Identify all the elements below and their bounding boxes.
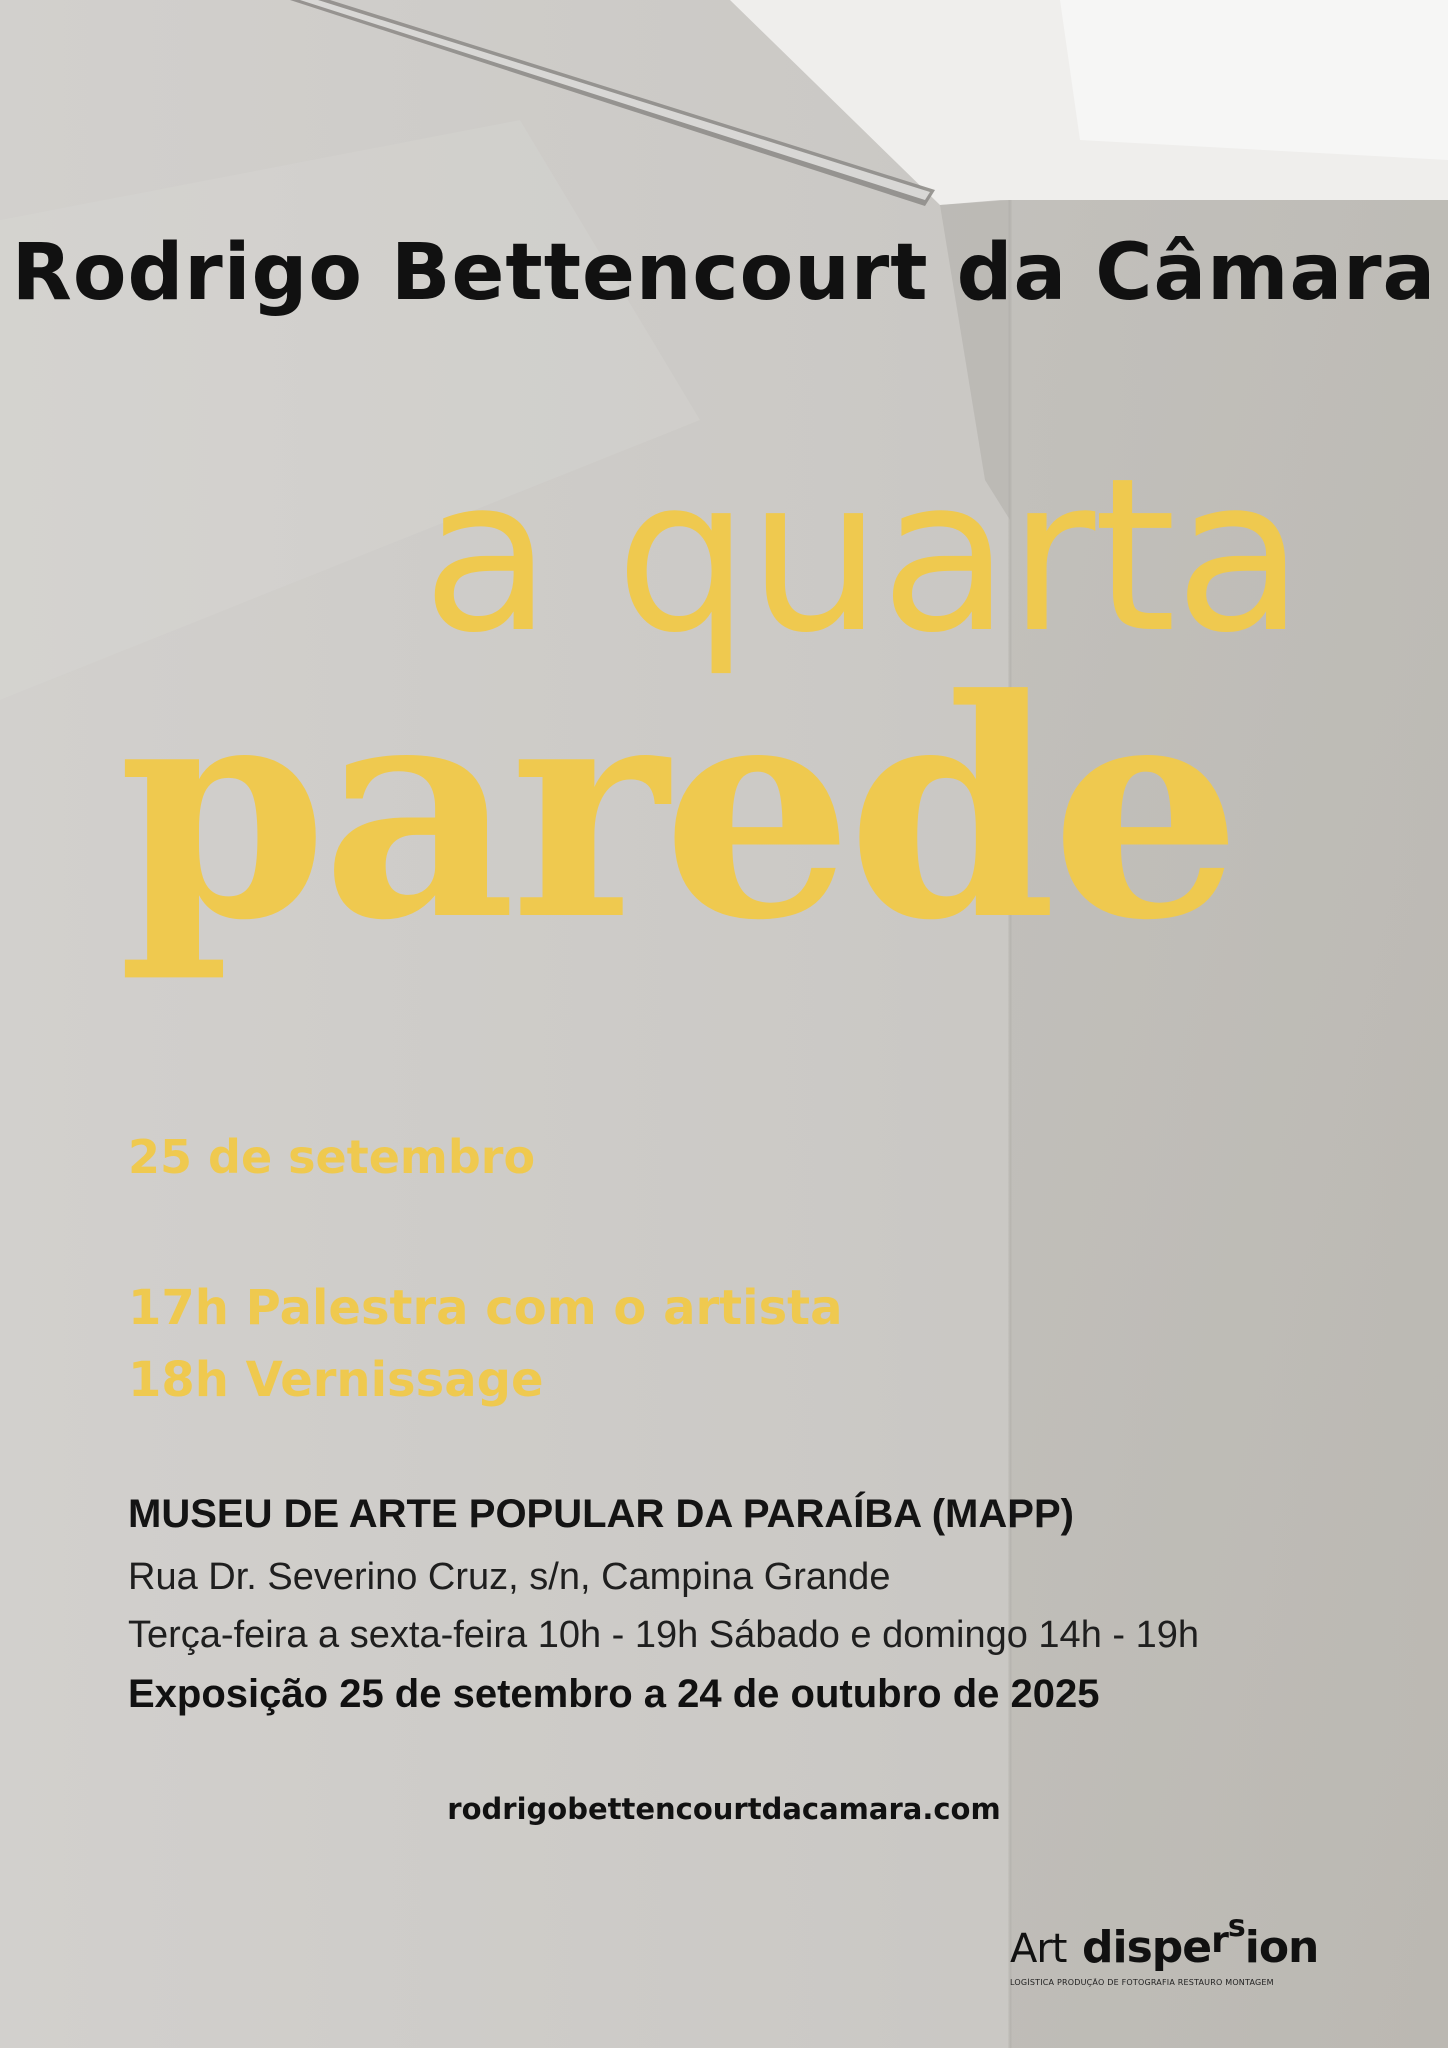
- event-schedule: [128, 1272, 842, 1416]
- schedule-item-vernissage: 18h Vernissage: [128, 1352, 544, 1408]
- event-date: 25 de setembro: [128, 1130, 536, 1184]
- schedule-item-talk: 17h Palestra com o artista: [128, 1280, 843, 1336]
- opening-hours: Terça-feira a sexta-feira 10h - 19h Sábado e domingo 14h - 19h: [128, 1614, 1199, 1656]
- exhibition-title-line2: parede: [118, 633, 1236, 986]
- venue-name: MUSEU DE ARTE POPULAR DA PARAÍBA (MAPP): [128, 1492, 1074, 1536]
- exhibition-dates: Exposição 25 de setembro a 24 de outubro de 2025: [128, 1672, 1100, 1716]
- artist-name: Rodrigo Bettencourt da Câmara: [11, 228, 1437, 318]
- art-dispersion-logo: Art dispe$^{rs}$ion LOGÍSTICA PRODUÇÃO DE FOTOGRAFIA RESTAURO MONTAGEM: [1010, 1909, 1319, 1987]
- exhibition-title-line1: a quarta: [422, 432, 1303, 679]
- website-link[interactable]: rodrigobettencourtdacamara.com: [447, 1792, 1001, 1826]
- venue-address: Rua Dr. Severino Cruz, s/n, Campina Grande: [128, 1556, 891, 1598]
